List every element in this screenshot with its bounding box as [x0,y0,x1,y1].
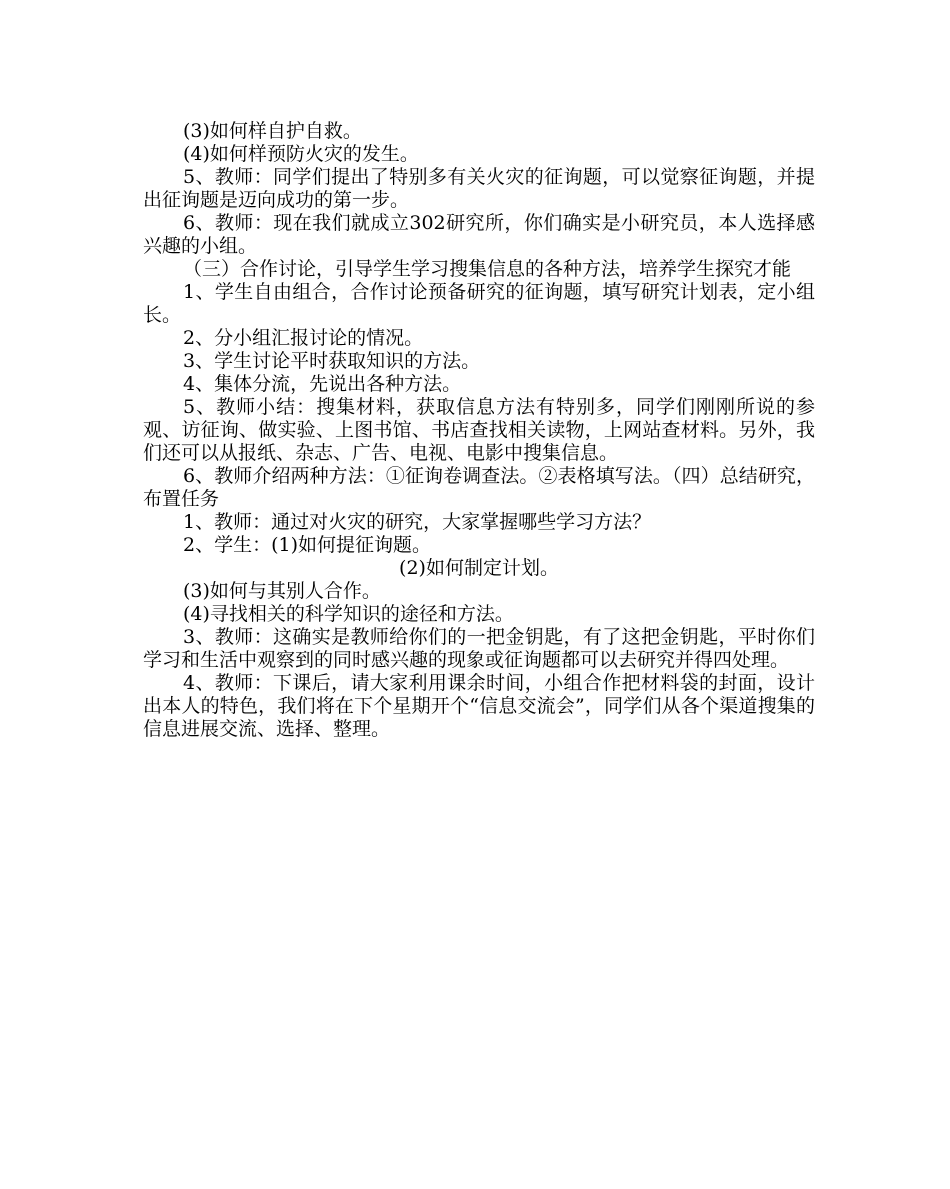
paragraph-step-6: 6、教师介绍两种方法：①征询卷调查法。②表格填写法。（四）总结研究，布置任务 [143,465,815,510]
paragraph-fire-prevention: (4)如何样预防火灾的发生。 [183,143,419,165]
paragraph-cooperate: (3)如何与其别人合作。 [183,580,381,602]
paragraph-step-2: 2、分小组汇报讨论的情况。 [183,327,424,349]
paragraph-teacher-6: 6、教师：现在我们就成立302研究所，你们确实是小研究员，本人选择感兴趣的小组。 [143,212,815,257]
paragraph-make-plan: (2)如何制定计划。 [399,557,559,579]
paragraph-step-5: 5、教师小结：搜集材料，获取信息方法有特别多，同学们刚刚所说的参观、访征询、做实验、上图书馆、书店查找相关读物，上网站查材料。另外，我们还可以从报纸、杂志、广告、电视、电影中搜集信息。 [143,396,815,464]
paragraph-self-rescue: (3)如何样自护自救。 [183,120,362,142]
section-heading-3: （三）合作讨论，引导学生学习搜集信息的各种方法，培养学生探究才能 [183,258,792,280]
paragraph-find-knowledge: (4)寻找相关的科学知识的途径和方法。 [183,603,514,625]
paragraph-step-4: 4、集体分流，先说出各种方法。 [183,373,462,395]
paragraph-step-1: 1、学生自由组合，合作讨论预备研究的征询题，填写研究计划表，定小组长。 [143,281,815,326]
paragraph-teacher-5: 5、教师：同学们提出了特别多有关火灾的征询题，可以觉察征询题，并提出征询题是迈向成功的第一步。 [143,166,815,211]
paragraph-summary-4: 4、教师：下课后，请大家利用课余时间，小组合作把材料袋的封面，设计出本人的特色，我们将在下个星期开个“信息交流会”，同学们从各个渠道搜集的信息进展交流、选择、整理。 [143,672,815,740]
paragraph-summary-3: 3、教师：这确实是教师给你们的一把金钥匙，有了这把金钥匙，平时你们学习和生活中观察到的同时感兴趣的现象或征询题都可以去研究并得四处理。 [143,626,815,671]
paragraph-summary-2: 2、学生：(1)如何提征询题。 [183,534,432,556]
document-body [143,120,815,741]
paragraph-step-3: 3、学生讨论平时获取知识的方法。 [183,350,481,372]
paragraph-summary-1: 1、教师：通过对火灾的研究，大家掌握哪些学习方法？ [183,511,652,533]
